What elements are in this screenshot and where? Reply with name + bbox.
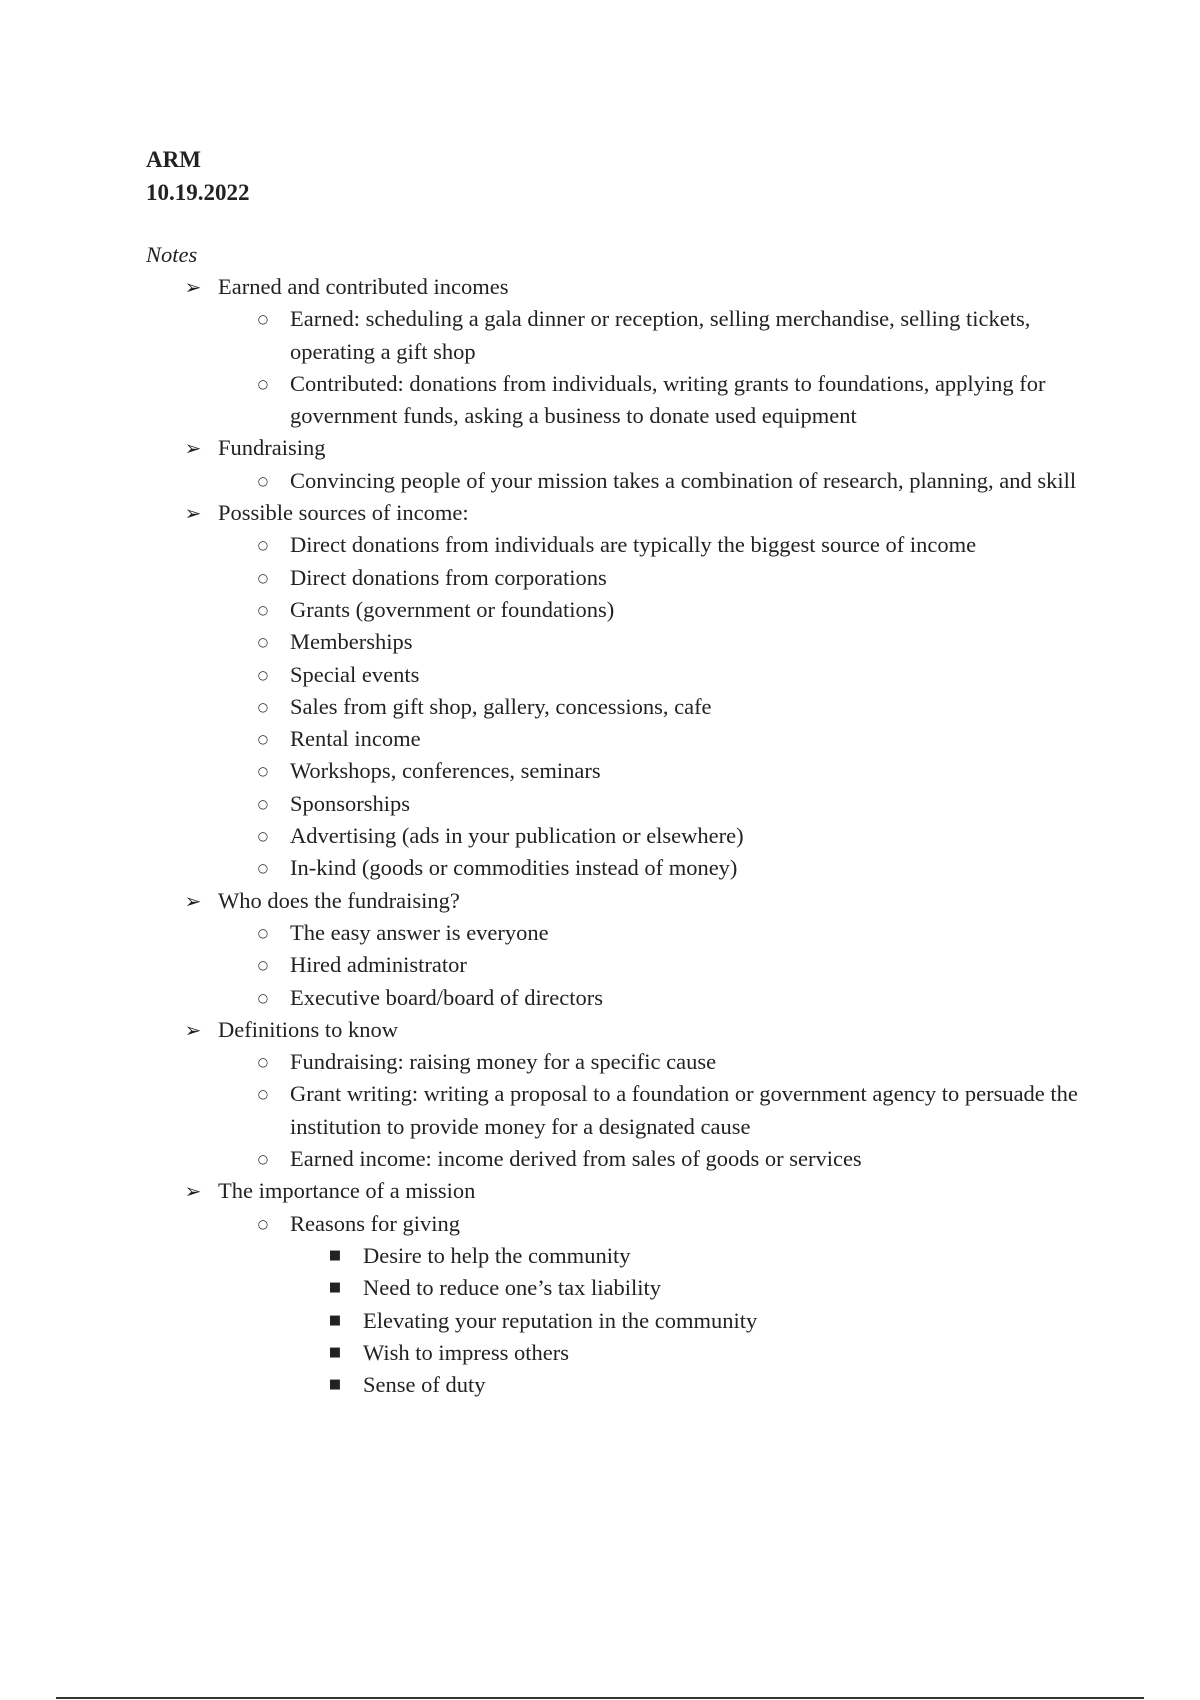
list-item — [0, 949, 1090, 981]
sub-list-item — [0, 1337, 1200, 1369]
list-item — [0, 659, 1090, 691]
circle-bullet-icon: ○ — [257, 667, 269, 682]
sub-list-item — [0, 1369, 1200, 1401]
sub-list-item — [0, 1240, 1200, 1272]
section-heading-text: Who does the fundraising? — [218, 887, 460, 913]
list-item — [0, 723, 1090, 755]
list-item — [0, 1143, 1090, 1175]
list-item-text: Advertising (ads in your publication or elsewhere) — [290, 823, 744, 849]
list-item-text: The easy answer is everyone — [290, 919, 549, 945]
list-item-text: Sales from gift shop, gallery, concessions, cafe — [290, 693, 712, 719]
section-heading — [0, 885, 1200, 917]
square-bullet-icon: ■ — [328, 1377, 342, 1393]
list-item-text: Grant writing: writing a proposal to a foundation or government agency to persuade the institution to provide money for a designated cause — [290, 1081, 1078, 1139]
section-heading-text: The importance of a mission — [218, 1178, 476, 1204]
sub-list-item-text: Desire to help the community — [363, 1242, 631, 1268]
circle-bullet-icon: ○ — [257, 473, 269, 488]
list-item — [0, 303, 1090, 368]
section-heading-text: Earned and contributed incomes — [218, 274, 509, 299]
list-item — [0, 917, 1090, 949]
section-heading — [0, 432, 1200, 464]
list-item-text: Contributed: donations from individuals, writing grants to foundations, applying for government funds, asking a business to donate used equipment — [290, 370, 1046, 429]
section-heading-text: Possible sources of income: — [218, 500, 469, 526]
sub-list-item-text: Elevating your reputation in the community — [363, 1307, 758, 1333]
sub-list-item — [0, 1305, 1200, 1337]
arrow-bullet-icon: ➢ — [184, 888, 202, 913]
document-date: 10.19.2022 — [146, 180, 250, 205]
circle-bullet-icon: ○ — [257, 861, 269, 876]
section-heading — [0, 497, 1200, 529]
list-item — [0, 594, 1090, 626]
list-item-text: Convincing people of your mission takes a combination of research, planning, and skill — [290, 467, 1077, 493]
bottom-divider — [56, 1697, 1144, 1699]
circle-bullet-icon: ○ — [257, 1055, 269, 1070]
section-heading-text: Definitions to know — [218, 1016, 398, 1042]
square-bullet-icon: ■ — [328, 1280, 342, 1296]
circle-bullet-icon: ○ — [257, 635, 269, 650]
circle-bullet-icon: ○ — [257, 958, 269, 973]
arrow-bullet-icon: ➢ — [184, 436, 202, 461]
list-item — [0, 982, 1090, 1014]
section-heading — [0, 271, 1200, 303]
circle-bullet-icon: ○ — [257, 312, 269, 327]
section-heading — [0, 1014, 1200, 1046]
arrow-bullet-icon: ➢ — [184, 501, 202, 526]
list-item — [0, 1046, 1090, 1078]
list-item-text: Workshops, conferences, seminars — [290, 758, 601, 784]
sub-list-item-text: Sense of duty — [363, 1372, 486, 1398]
circle-bullet-icon: ○ — [257, 1152, 269, 1167]
circle-bullet-icon: ○ — [257, 732, 269, 747]
list-item — [0, 562, 1090, 594]
notes-list — [0, 271, 1200, 1401]
square-bullet-icon: ■ — [328, 1344, 342, 1360]
list-item — [0, 691, 1090, 723]
sub-list-item — [0, 1272, 1200, 1304]
circle-bullet-icon: ○ — [257, 796, 269, 811]
section-heading — [0, 1175, 1200, 1207]
sub-list-item-text: Need to reduce one’s tax liability — [363, 1275, 662, 1301]
sub-list-item-text: Wish to impress others — [363, 1339, 569, 1365]
list-item — [0, 788, 1090, 820]
arrow-bullet-icon: ➢ — [184, 1179, 202, 1204]
list-item — [0, 529, 1090, 561]
list-item — [0, 852, 1090, 884]
list-item-text: Grants (government or foundations) — [290, 596, 615, 622]
circle-bullet-icon: ○ — [257, 376, 269, 391]
list-item-text: Earned income: income derived from sales of goods or services — [290, 1146, 862, 1172]
list-item — [0, 465, 1090, 497]
square-bullet-icon: ■ — [328, 1312, 342, 1328]
list-item — [0, 1208, 1090, 1240]
list-item-text: Direct donations from individuals are typically the biggest source of income — [290, 532, 977, 558]
circle-bullet-icon: ○ — [257, 538, 269, 553]
notes-label: Notes — [146, 242, 198, 267]
circle-bullet-icon: ○ — [257, 829, 269, 844]
list-item-text: Rental income — [290, 726, 421, 752]
list-item — [0, 626, 1090, 658]
circle-bullet-icon: ○ — [257, 1087, 269, 1102]
arrow-bullet-icon: ➢ — [184, 275, 202, 299]
circle-bullet-icon: ○ — [257, 925, 269, 940]
circle-bullet-icon: ○ — [257, 570, 269, 585]
list-item — [0, 1078, 1090, 1143]
arrow-bullet-icon: ➢ — [184, 1017, 202, 1042]
list-item-text: Earned: scheduling a gala dinner or reception, selling merchandise, selling tickets, operating a gift shop — [290, 306, 1031, 364]
circle-bullet-icon: ○ — [257, 602, 269, 617]
list-item-text: Direct donations from corporations — [290, 564, 607, 590]
list-item-text: Reasons for giving — [290, 1210, 460, 1236]
list-item-text: Fundraising: raising money for a specific cause — [290, 1049, 717, 1075]
list-item-text: In-kind (goods or commodities instead of money) — [290, 855, 738, 881]
square-bullet-icon: ■ — [328, 1247, 342, 1263]
circle-bullet-icon: ○ — [257, 990, 269, 1005]
document-header — [146, 143, 250, 209]
section-heading-text: Fundraising — [218, 435, 326, 461]
list-item-text: Hired administrator — [290, 952, 467, 978]
list-item-text: Sponsorships — [290, 790, 411, 816]
circle-bullet-icon: ○ — [257, 764, 269, 779]
circle-bullet-icon: ○ — [257, 699, 269, 714]
list-item — [0, 755, 1090, 787]
list-item-text: Executive board/board of directors — [290, 984, 604, 1010]
list-item — [0, 820, 1090, 852]
document-title: ARM — [146, 147, 201, 172]
list-item — [0, 368, 1090, 433]
list-item-text: Memberships — [290, 629, 413, 655]
list-item-text: Special events — [290, 661, 420, 687]
circle-bullet-icon: ○ — [257, 1216, 269, 1231]
